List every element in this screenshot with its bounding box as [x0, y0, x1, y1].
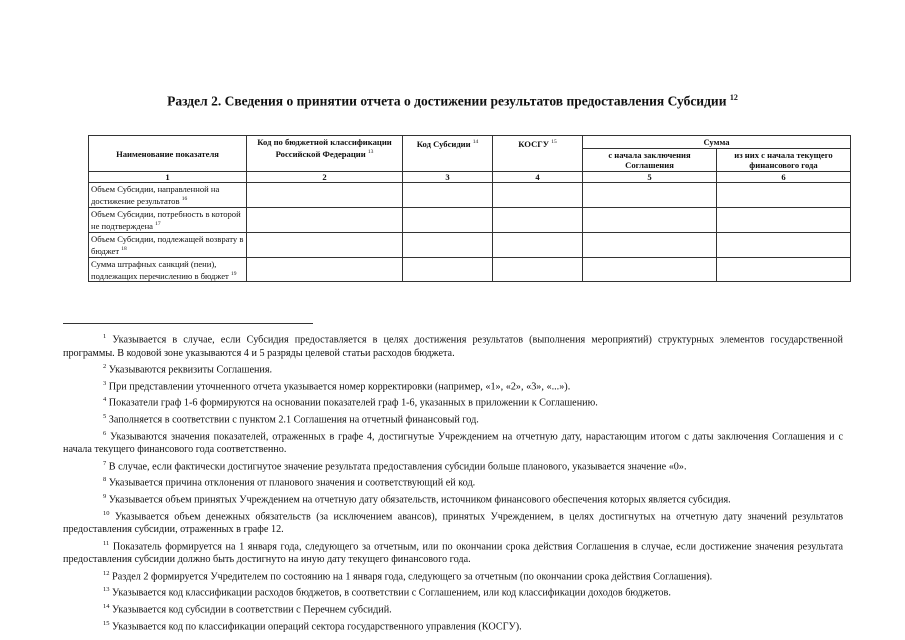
footnote-mark: 6 — [103, 429, 107, 437]
table-cell — [247, 232, 403, 257]
header-name — [89, 136, 247, 172]
table-cell — [583, 232, 717, 257]
footnote-mark: 4 — [103, 396, 107, 404]
table-cell — [717, 207, 851, 232]
table-cell — [717, 232, 851, 257]
column-number: 3 — [403, 172, 493, 183]
table-cell — [583, 183, 717, 208]
table-cell — [583, 257, 717, 282]
header-subsidy-code-mark: 14 — [472, 139, 479, 145]
table-cell — [493, 232, 583, 257]
footnote-text: Раздел 2 формируется Учредителем по состоянию на 1 января года, следующего за отчетным (по окончании срока действия Соглашения). — [112, 571, 713, 583]
header-sum-text: Сумма — [703, 137, 730, 147]
footnote-mark: 14 — [103, 603, 110, 611]
header-kbk-mark: 13 — [367, 149, 374, 155]
footnote — [63, 457, 843, 474]
row-footnote-mark: 17 — [155, 220, 161, 227]
footnote-text: Показатель формируется на 1 января года, следующего за отчетным, или по окончании срока действия Соглашения в случае, если достижение значения результата предоставления субсидии должно быть достигнуто на иную дату текущего финансового года. — [63, 541, 843, 566]
footnote-text: Указывается причина отклонения от планового значения и соответствующий ей код. — [108, 477, 476, 489]
footnote-text: Показатели граф 1-6 формируются на основании показателей граф 1-6, указанных в приложении к Соглашению. — [108, 397, 598, 409]
table-cell — [403, 257, 493, 282]
header-kbk-text: Код по бюджетной классификации Российской Федерации — [257, 137, 392, 159]
header-kosgu-mark: 15 — [551, 139, 557, 145]
footnote-mark: 5 — [103, 413, 107, 421]
row-label — [89, 207, 247, 232]
footnote-mark: 9 — [103, 493, 107, 501]
header-of-them-text: из них с начала текущего финансового года — [734, 150, 833, 170]
table-cell — [583, 207, 717, 232]
table-cell — [717, 257, 851, 282]
footnote-mark: 8 — [103, 476, 107, 484]
footnote — [63, 600, 843, 617]
section-title-text: Раздел 2. Сведения о принятии отчета о достижении результатов предоставления Субсидии — [167, 93, 727, 109]
header-sum — [583, 136, 851, 149]
footnote — [63, 410, 843, 427]
table-cell — [403, 183, 493, 208]
column-number: 1 — [89, 172, 247, 183]
table-cell — [247, 207, 403, 232]
footnote — [63, 490, 843, 507]
footnote-mark: 12 — [103, 569, 110, 577]
table-cell — [493, 257, 583, 282]
row-label — [89, 232, 247, 257]
footnote-mark: 15 — [103, 619, 110, 627]
footnote-text: Указывается объем денежных обязательств (за исключением авансов), принятых Учреждением, в целях достигнутых на отчетную дату значений результатов предоставления субсидии, отраженных в графе 12. — [63, 511, 844, 536]
footnote-text: Заполняется в соответствии с пунктом 2.1 Соглашения на отчетный финансовый год. — [108, 414, 479, 426]
header-name-text: Наименование показателя — [116, 148, 219, 159]
column-number: 2 — [247, 172, 403, 183]
footnote — [63, 507, 843, 537]
footnote-mark: 13 — [103, 586, 110, 594]
footnote — [63, 360, 843, 377]
footnote-text: Указывается объем принятых Учреждением на отчетную дату обязательств, источником финансового обеспечения которых является субсидия. — [108, 494, 731, 506]
column-number-row — [89, 172, 851, 183]
footnote — [63, 393, 843, 410]
header-since-agreement — [583, 149, 717, 172]
row-label-text: Сумма штрафных санкций (пени), подлежащих перечислению в бюджет — [91, 258, 229, 281]
footnote-mark: 1 — [103, 333, 107, 340]
footnote-text: Указывается код классификации расходов бюджетов, в соответствии с Соглашением, или код классификации доходов бюджетов. — [112, 587, 671, 599]
footnote — [63, 377, 843, 394]
footnote-text: Указываются значения показателей, отраженных в графе 4, достигнутые Учреждением на отчетную дату, нарастающим итогом с даты заключения Соглашения и с начала текущего финансового года соответственно. — [63, 431, 843, 456]
footnote-text: Указывается в случае, если Субсидия предоставляется в целях достижения результатов (выполнения мероприятий) структурных элементов государственной программы. В кодовой зоне указываются 4 и 5 разряды целевой статьи расходов бюджета. — [63, 334, 844, 359]
footnote-text: Указывается код по классификации операций сектора государственного управления (КОСГУ). — [112, 621, 522, 633]
table-row — [89, 257, 851, 282]
header-kosgu — [493, 136, 583, 172]
table-cell — [247, 183, 403, 208]
header-kbk — [247, 136, 403, 172]
footnote-mark: 2 — [103, 362, 107, 370]
table-row — [89, 232, 851, 257]
table-cell — [493, 207, 583, 232]
table-row — [89, 207, 851, 232]
footnotes — [63, 330, 843, 634]
section-title — [0, 93, 905, 110]
footnote-text: В случае, если фактически достигнутое значение результата предоставления субсидии больше планового, указывается значение «0». — [108, 461, 687, 473]
footnote-mark: 11 — [103, 539, 110, 547]
footnote-mark: 7 — [103, 459, 107, 467]
row-footnote-mark: 18 — [121, 245, 127, 252]
table-cell — [403, 232, 493, 257]
footnote — [63, 330, 843, 360]
footnote — [63, 427, 843, 457]
row-label — [89, 257, 247, 282]
footnote-text: Указывается код субсидии в соответствии с Перечнем субсидий. — [112, 604, 392, 616]
footnote-text: Указываются реквизиты Соглашения. — [108, 364, 273, 376]
footnote-mark: 10 — [103, 509, 110, 517]
row-footnote-mark: 19 — [230, 270, 237, 277]
row-label-text: Объем Субсидии, подлежащей возврату в бюджет — [91, 233, 244, 256]
table-row — [89, 183, 851, 208]
header-since-agreement-text: с начала заключения Соглашения — [608, 150, 691, 170]
table-cell — [247, 257, 403, 282]
report-table — [88, 135, 851, 282]
table-cell — [717, 183, 851, 208]
header-row-1 — [89, 136, 851, 149]
footnote-mark: 3 — [103, 379, 107, 387]
footnote — [63, 583, 843, 600]
table-cell — [493, 183, 583, 208]
header-of-them — [717, 149, 851, 172]
row-label-text: Объем Субсидии, потребность в которой не подтверждена — [91, 208, 241, 231]
column-number: 4 — [493, 172, 583, 183]
header-kosgu-text: КОСГУ — [518, 138, 550, 149]
header-subsidy-code-text: Код Субсидии — [416, 138, 471, 149]
column-number: 5 — [583, 172, 717, 183]
footnote-text: При представлении уточненного отчета указывается номер корректировки (например, «1», «2», «3», «...»). — [108, 381, 571, 393]
footnote-separator — [63, 323, 313, 324]
footnote — [63, 537, 843, 567]
column-number: 6 — [717, 172, 851, 183]
row-label — [89, 183, 247, 208]
row-label-text: Объем Субсидии, направленной на достижение результатов — [91, 184, 220, 206]
row-footnote-mark: 16 — [181, 196, 188, 202]
table-cell — [403, 207, 493, 232]
header-subsidy-code — [403, 136, 493, 172]
section-title-footnote-mark: 12 — [729, 93, 738, 102]
footnote — [63, 473, 843, 490]
footnote — [63, 567, 843, 584]
footnote — [63, 617, 843, 634]
